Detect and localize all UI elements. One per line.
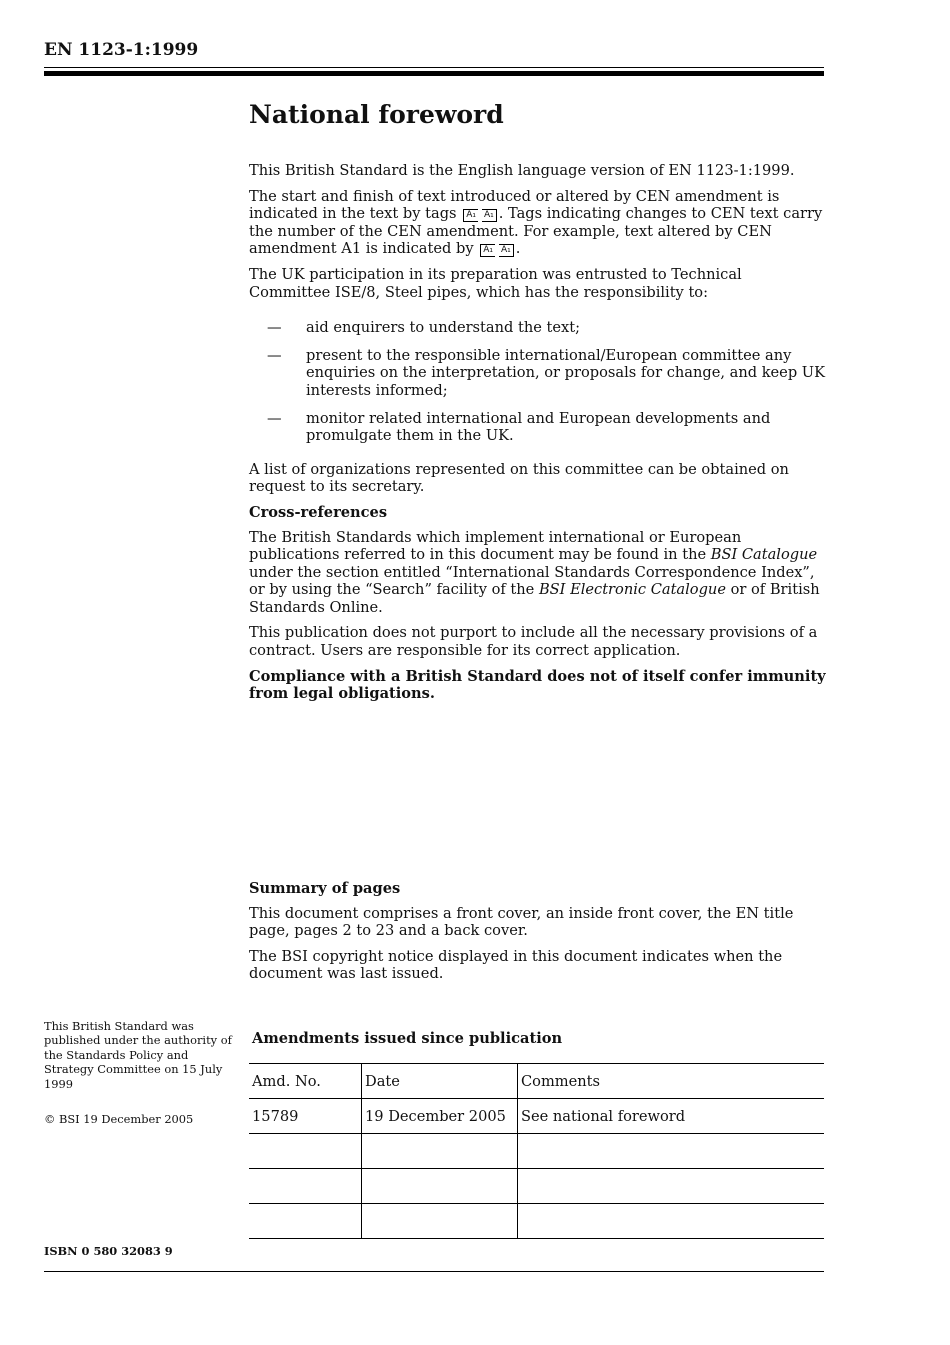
list-item-text: aid enquirers to understand the text; (306, 319, 581, 337)
list-item (249, 410, 826, 445)
amendment-a1-start-tag-icon: A₁ (480, 244, 495, 257)
cross-references-heading: Cross-references (249, 503, 388, 521)
main-content (249, 162, 826, 711)
dash-bullet: — (267, 319, 282, 337)
table-cell (518, 1169, 825, 1204)
amendment-start-tag-icon: A₁ (463, 209, 478, 222)
page-title: National foreword (249, 100, 504, 129)
summary-heading: Summary of pages (249, 880, 401, 897)
organizations-paragraph: A list of organizations represented on this committee can be obtained on request to its secretary. (249, 460, 789, 496)
table-cell: 15789 (249, 1099, 362, 1134)
amendment-text-part3: . (515, 240, 521, 258)
table-row (249, 1099, 824, 1134)
amendment-text-part2: . Tags indicating changes to CEN text carry the number of the CEN amendment. For example, text altered by CEN amendment A1 is indicated by (249, 205, 823, 258)
table-cell: 19 December 2005 (362, 1099, 518, 1134)
uk-participation-paragraph: The UK participation in its preparation was entrusted to Technical Committee ISE/8, Steel pipes, which has the responsibility to: (249, 265, 742, 301)
list-item-text: monitor related international and European developments and promulgate them in the UK. (306, 409, 771, 445)
table-row (249, 1169, 824, 1204)
document-id: EN 1123-1:1999 (44, 40, 199, 60)
cross-ref-text-2: under the section entitled “International Standards Correspondence Index”, or by using the “Search” facility of the (249, 563, 815, 599)
dash-bullet: — (267, 346, 282, 364)
authority-note (44, 1019, 234, 1091)
authority-text: This British Standard was published under the authority of the Standards Policy and Strategy Committee on 15 July 1999 (44, 1019, 232, 1091)
table-cell (518, 1204, 825, 1239)
copyright-notice: © BSI 19 December 2005 (44, 1112, 194, 1126)
table-cell (362, 1169, 518, 1204)
isbn: ISBN 0 580 32083 9 (44, 1244, 173, 1258)
table-header-row (249, 1064, 824, 1099)
header-rule-thick (44, 71, 824, 76)
cross-references-paragraph (249, 529, 826, 617)
bsi-electronic-catalogue-title: BSI Electronic Catalogue (538, 581, 726, 599)
table-cell (362, 1204, 518, 1239)
table-row (249, 1204, 824, 1239)
table-cell (362, 1134, 518, 1169)
cross-ref-text-1: The British Standards which implement international or European publications referred to in this document may be found in the (249, 528, 742, 564)
table-cell (249, 1204, 362, 1239)
list-item (249, 347, 826, 400)
summary-paragraph-2: The BSI copyright notice displayed in this document indicates when the document was last issued. (249, 947, 783, 983)
dash-bullet: — (267, 409, 282, 427)
column-header-date: Date (362, 1064, 518, 1099)
compliance-statement: Compliance with a British Standard does not of itself confer immunity from legal obligations. (249, 667, 826, 703)
amendment-end-tag-icon: A₁ (482, 209, 497, 222)
list-item-text: present to the responsible international/European committee any enquiries on the interpretation, or proposals for change, and keep UK interests informed; (306, 346, 826, 399)
provisions-paragraph: This publication does not purport to include all the necessary provisions of a contract. Users are responsible for its correct application. (249, 624, 818, 660)
cross-ref-text-3: or of British Standards Online. (249, 581, 820, 616)
header-rule-thin (44, 67, 824, 68)
responsibilities-list (249, 319, 826, 445)
list-item (249, 319, 826, 337)
table-row (249, 1134, 824, 1169)
intro-paragraph: This British Standard is the English language version of EN 1123-1:1999. (249, 162, 795, 179)
table-cell (249, 1169, 362, 1204)
column-header-amd-no: Amd. No. (249, 1064, 362, 1099)
column-header-comments: Comments (518, 1064, 825, 1099)
summary-paragraph-1: This document comprises a front cover, an inside front cover, the EN title page, pages 2 to 23 and a back cover. (249, 904, 794, 940)
bsi-catalogue-title: BSI Catalogue (710, 546, 818, 564)
table-cell: See national foreword (518, 1099, 825, 1134)
summary-of-pages (249, 880, 826, 991)
table-cell (518, 1134, 825, 1169)
footer-rule (44, 1271, 824, 1272)
amendments-table (249, 1063, 824, 1239)
table-cell (249, 1134, 362, 1169)
amendment-tags-paragraph (249, 188, 826, 258)
amendment-text-part1: The start and finish of text introduced or altered by CEN amendment is indicated in the text by tags (249, 187, 780, 223)
amendment-a1-end-tag-icon: A₁ (499, 244, 514, 257)
amendments-title: Amendments issued since publication (252, 1030, 563, 1047)
